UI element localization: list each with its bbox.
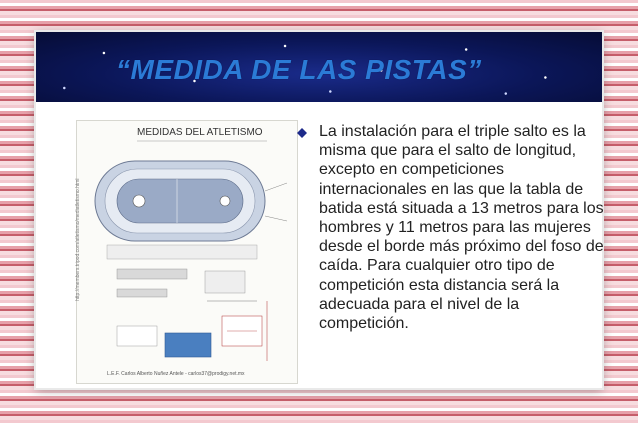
bullet-list: [297, 122, 604, 384]
figure-title: MEDIDAS DEL ATLETISMO: [137, 127, 263, 138]
landing-pit: [165, 333, 211, 357]
bullet-text: La instalación para el triple salto es la misma que para el salto de longitud, excepto en competiciones internacionales en las que la tabla de batida está situada a 13 metros para los hombres y 11 metros para las mujeres desde el borde más próximo del foso de caída. Para cualquier otro tipo de competición esta distancia será la adecuada para el nivel de la competición.: [319, 123, 604, 333]
diamond-bullet-icon: [297, 128, 307, 138]
athletics-measurements-figure: [76, 120, 298, 384]
slide-header-starfield: [36, 32, 602, 102]
figure-credit: L.E.F. Carlos Alberto Nuñez Antele - carlos37@prodigy.net.mx: [107, 371, 245, 377]
track-diagram: [77, 121, 297, 383]
slide-title: “MEDIDA DE LAS PISTAS”: [116, 54, 482, 85]
slide: [36, 32, 602, 388]
figure-side-url: http://members.tripod.com/atletismo/mediatletismo.html: [75, 178, 81, 301]
